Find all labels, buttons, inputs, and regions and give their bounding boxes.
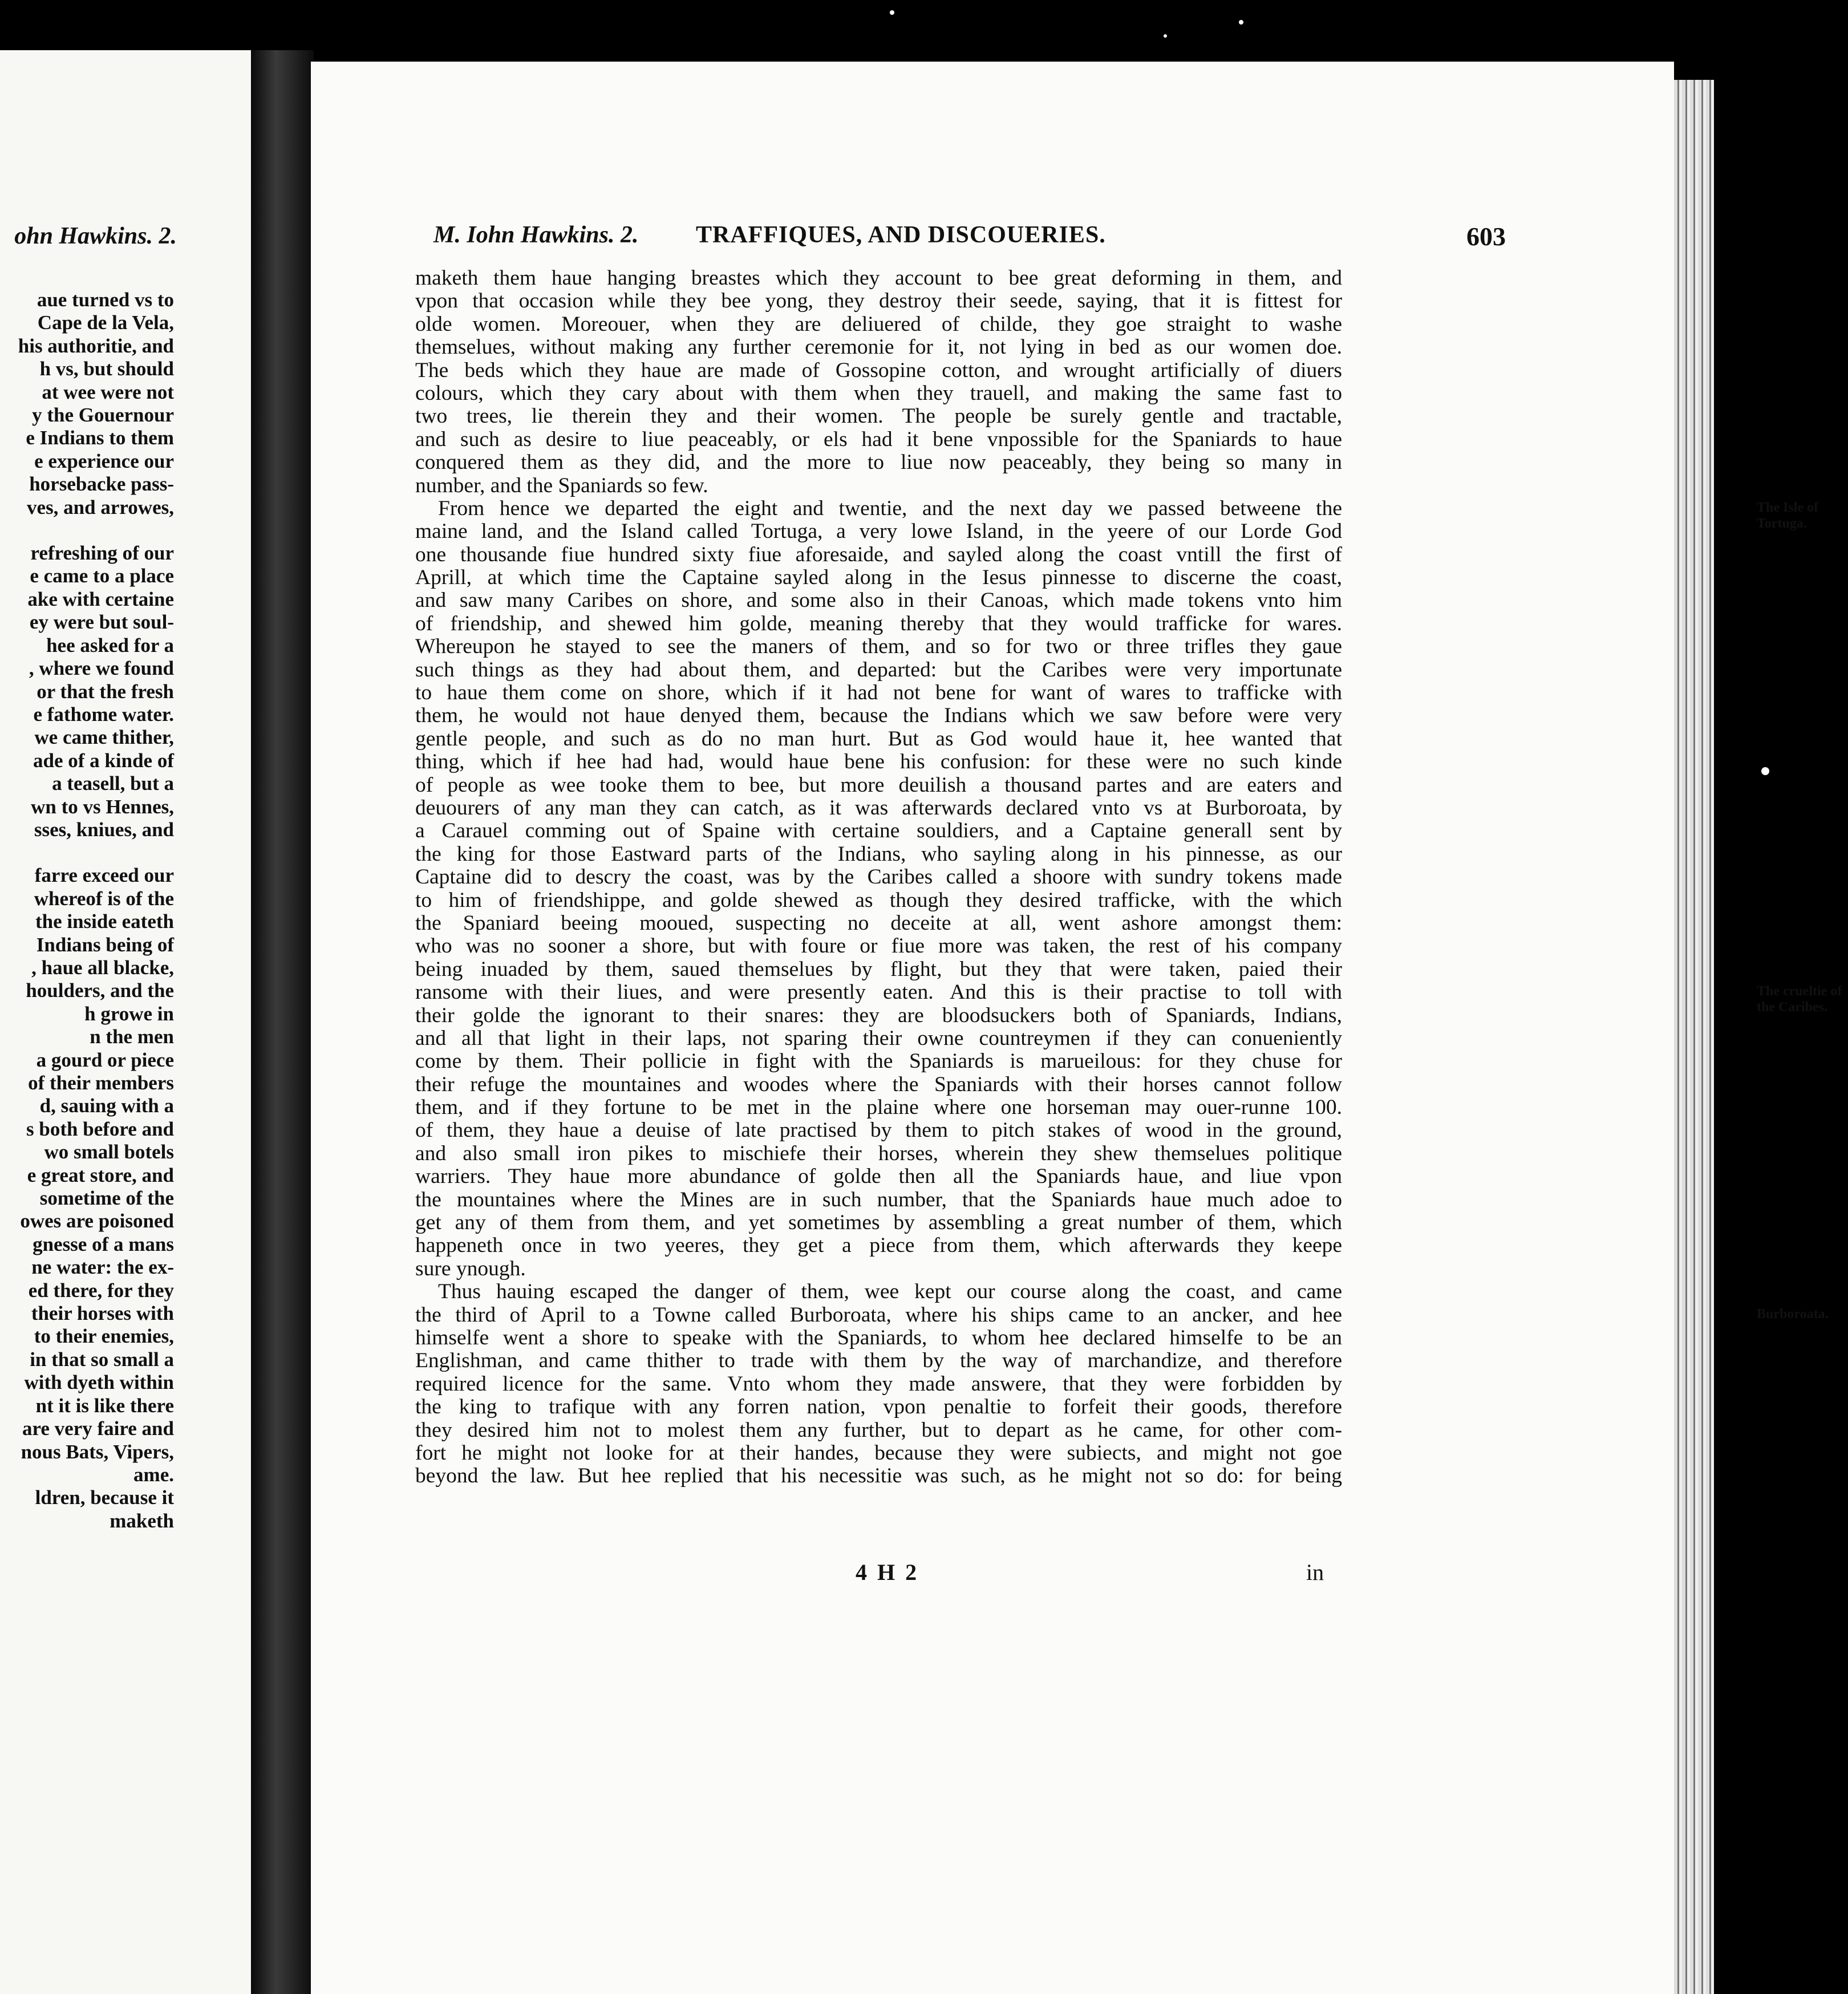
facing-page-line: nous Bats, Vipers, xyxy=(21,1440,174,1463)
scan-speck xyxy=(1239,20,1243,25)
facing-page-line: , haue all blacke, xyxy=(31,956,174,979)
facing-page-line: ves, and arrowes, xyxy=(27,496,174,518)
body-line: maketh them haue hanging breastes which they account to bee great deforming in them, and xyxy=(415,266,1342,290)
facing-page-text xyxy=(0,289,174,1533)
body-line: sure ynough. xyxy=(415,1257,526,1280)
facing-page-line: h vs, but should xyxy=(39,358,174,380)
facing-page-line: e experience our xyxy=(34,449,174,472)
body-line: number, and the Spaniards so few. xyxy=(415,473,708,497)
body-line: who was no sooner a shore, but with foure or fiue more was taken, the rest of his company xyxy=(415,934,1342,958)
scan-speck xyxy=(1761,767,1769,775)
body-line: colours, which they cary about with them when they trauell, and making the same fast to xyxy=(415,381,1342,405)
margin-note xyxy=(1757,983,1842,1015)
scan-speck xyxy=(890,10,894,15)
body-line: Thus hauing escaped the danger of them, wee kept our course along the coast, and came xyxy=(438,1280,1342,1304)
body-line: vpon that occasion while they bee yong, they destroy their seede, saying, that it is fittest for xyxy=(415,289,1342,313)
body-line: to him of friendshippe, and golde shewed as though they desired trafficke, with the which xyxy=(415,888,1342,912)
body-line: their golde the ignorant to their snares: they are bloodsuckers both of Spaniards, Indians, xyxy=(415,1003,1342,1027)
facing-page-line: or that the fresh xyxy=(37,680,174,703)
facing-page-line xyxy=(0,841,174,864)
facing-page-line: y the Gouernour xyxy=(32,404,174,427)
facing-page-line: maketh xyxy=(110,1509,174,1532)
body-line: Captaine did to descry the coast, was by the Caribes called a shoore with sundry tokens made xyxy=(415,865,1342,889)
facing-page-line: s both before and xyxy=(26,1117,174,1140)
body-line: to haue them come on shore, which if it had not bene for want of wares to trafficke with xyxy=(415,681,1342,705)
facing-page-line: ne water: the ex- xyxy=(31,1256,174,1279)
facing-page-line: farre exceed our xyxy=(34,864,174,887)
margin-note xyxy=(1757,500,1818,532)
body-line: maine land, and the Island called Tortuga, a very lowe Island, in the yeere of our Lorde God xyxy=(415,520,1342,544)
facing-page-line: are very faire and xyxy=(22,1417,174,1440)
body-line: them, and if they fortune to be met in the plaine where one horseman may ouer-runne 100. xyxy=(415,1096,1342,1120)
facing-page-line: their horses with xyxy=(31,1302,174,1325)
body-line: fort he might not looke for at their handes, because they were subiects, and might not goe xyxy=(415,1441,1342,1465)
body-line: themselues, without making any further ceremonie for it, not lying in bed as our women doe. xyxy=(415,335,1342,359)
page-edges xyxy=(1674,80,1714,1994)
facing-page-line: to their enemies, xyxy=(34,1325,174,1348)
facing-page-line: whereof is of the xyxy=(34,887,174,910)
running-head-title: TRAFFIQUES, AND DISCOUERIES. xyxy=(696,222,1106,248)
body-line: being inuaded by them, saued themselues by flight, but they that were taken, paied their xyxy=(415,957,1342,981)
catchword: in xyxy=(1306,1559,1324,1585)
margin-note-line: Burboroata. xyxy=(1757,1307,1829,1322)
body-line: a Carauel comming out of Spaine with certaine souldiers, and a Captaine generall sent by xyxy=(415,819,1342,843)
facing-page-line: houlders, and the xyxy=(26,979,174,1002)
facing-page-line: Indians being of xyxy=(36,933,174,956)
body-line: deuourers of any man they can catch, as it was afterwards declared vnto vs at Burboroata, by xyxy=(415,796,1342,820)
facing-page-line: wo small botels xyxy=(44,1141,174,1164)
body-line: himselfe went a shore to speake with the Spaniards, to whom hee declared himselfe to be an xyxy=(415,1326,1342,1349)
scan-speck xyxy=(1164,34,1167,38)
body-text xyxy=(415,266,1842,1488)
body-line: beyond the law. But hee replied that his necessitie was such, as he might not so do: for being xyxy=(415,1464,1342,1488)
body-line: such things as they had about them, and departed: but the Caribes were very importunate xyxy=(415,658,1342,682)
facing-page-line: owes are poisoned xyxy=(20,1210,174,1233)
body-line: come by them. Their pollicie in fight with the Spaniards is marueilous: for they chuse for xyxy=(415,1049,1342,1073)
facing-page-line: the inside eateth xyxy=(35,910,174,933)
body-line: they desired him not to molest them any further, but to depart as he came, for other com- xyxy=(415,1418,1342,1442)
facing-page-line: ade of a kinde of xyxy=(33,749,174,772)
body-line: and all that light in their laps, not sparing their owne countreymen if they can conueniently xyxy=(415,1026,1342,1050)
facing-page xyxy=(0,50,254,1994)
body-line: Aprill, at which time the Captaine sayled along in the Iesus pinnesse to discerne the coast, xyxy=(415,566,1342,590)
facing-page-line: we came thither, xyxy=(34,726,174,749)
running-head xyxy=(433,221,1506,256)
facing-page-line: aue turned vs to xyxy=(37,289,174,311)
margin-note-line: the Caribes. xyxy=(1757,1000,1827,1015)
page-number: 603 xyxy=(1466,222,1506,251)
facing-page-line: n the men xyxy=(90,1026,174,1048)
body-line: the Spaniard beeing mooued, suspecting no deceite at all, went ashore amongst them: xyxy=(415,911,1342,935)
margin-note xyxy=(1757,1306,1829,1322)
running-head-author: M. Iohn Hawkins. 2. xyxy=(433,222,639,248)
body-line: conquered them as they did, and the more to liue now peaceably, they being so many in xyxy=(415,451,1342,475)
body-line: the third of April to a Towne called Burboroata, where his ships came to an ancker, and hee xyxy=(415,1303,1342,1327)
facing-page-line: his authoritie, and xyxy=(18,334,174,357)
body-line: of people as wee tooke them to bee, but more deuilish a thousand partes and are eaters and xyxy=(415,773,1342,797)
facing-page-line: of their members xyxy=(28,1072,174,1094)
facing-page-line: , where we found xyxy=(29,657,174,680)
body-line: warriers. They haue more abundance of golde then all the Spaniards haue, and liue vpon xyxy=(415,1165,1342,1189)
body-line: the king for those Eastward parts of the Indians, who sayling along in his pinnesse, as our xyxy=(415,842,1342,866)
facing-page-line: sses, kniues, and xyxy=(34,818,174,841)
facing-page-line: horsebacke pass- xyxy=(29,473,174,496)
body-line: of friendship, and shewed him golde, meaning thereby that they would trafficke for wares. xyxy=(415,611,1342,635)
body-line: olde women. Moreouer, when they are deliuered of childe, they goe straight to washe xyxy=(415,312,1342,336)
facing-running-head: ohn Hawkins. 2. xyxy=(14,223,177,249)
facing-page-line: in that so small a xyxy=(30,1348,174,1371)
facing-page-line: d, sauing with a xyxy=(39,1095,174,1117)
body-line: Englishman, and came thither to trade with them by the way of marchandize, and therefore xyxy=(415,1349,1342,1373)
signature-mark: 4 H 2 xyxy=(856,1559,919,1585)
margin-note-line: Tortuga. xyxy=(1757,516,1807,531)
body-line: happeneth once in two yeeres, they get a piece from them, which afterwards they keepe xyxy=(415,1234,1342,1258)
body-line: and such as desire to liue peaceably, or els had it bene vnpossible for the Spaniards to haue xyxy=(415,427,1342,451)
body-line: of them, they haue a deuise of late practised by them to pitch stakes of wood in the ground, xyxy=(415,1118,1342,1142)
facing-page-line: nt it is like there xyxy=(35,1394,174,1417)
facing-page-line: at wee were not xyxy=(42,380,174,403)
facing-page-line: a gourd or piece xyxy=(36,1048,174,1071)
facing-page-line: e fathome water. xyxy=(33,703,174,726)
body-line: the mountaines where the Mines are in such number, that the Spaniards haue much adoe to xyxy=(415,1188,1342,1211)
scan-border xyxy=(1714,80,1775,1994)
facing-page-line: with dyeth within xyxy=(24,1371,174,1394)
facing-page-line: hee asked for a xyxy=(46,634,174,656)
margin-note-line: The crueltie of xyxy=(1757,984,1842,999)
facing-page-line: ldren, because it xyxy=(35,1486,174,1509)
body-line: and saw many Caribes on shore, and some also in their Canoas, which made tokens vnto him xyxy=(415,589,1342,613)
facing-page-line: e came to a place xyxy=(30,565,174,587)
body-line: two trees, lie therein they and their women. The people be surely gentle and tractable, xyxy=(415,404,1342,428)
body-line: The beds which they haue are made of Gossopine cotton, and wrought artificially of diuers xyxy=(415,358,1342,382)
body-line: Whereupon he stayed to see the maners of them, and so for two or three trifles they gaue xyxy=(415,635,1342,659)
facing-page-line: ame. xyxy=(133,1463,174,1486)
facing-page-line: e great store, and xyxy=(27,1164,174,1186)
facing-page-line: gnesse of a mans xyxy=(33,1233,174,1255)
body-line: get any of them from them, and yet sometimes by assembling a great number of them, which xyxy=(415,1211,1342,1235)
body-line: thing, which if hee had had, would haue bene his confusion: for these were no such kinde xyxy=(415,750,1342,774)
facing-page-line: h growe in xyxy=(84,1002,174,1025)
body-line: From hence we departed the eight and twentie, and the next day we passed betweene the xyxy=(438,496,1342,520)
facing-page-line: refreshing of our xyxy=(30,542,174,565)
facing-page-line: ake with certaine xyxy=(27,587,174,610)
facing-page-line: sometime of the xyxy=(39,1187,174,1210)
facing-page-line xyxy=(0,519,174,542)
body-line: their refuge the mountaines and woodes where the Spaniards with their horses cannot follow xyxy=(415,1072,1342,1096)
body-line: them, he would not haue denyed them, because the Indians which we saw before were very xyxy=(415,704,1342,728)
facing-page-line: Cape de la Vela, xyxy=(37,311,174,334)
body-line: and also small iron pikes to mischiefe their horses, wherein they shew themselues politique xyxy=(415,1141,1342,1165)
book-gutter xyxy=(251,50,314,1994)
body-line: required licence for the same. Vnto whom they made answere, that they were forbidden by xyxy=(415,1372,1342,1396)
margin-note-line: The Isle of xyxy=(1757,500,1818,515)
body-line: ransome with their liues, and were presently eaten. And this is their practise to toll with xyxy=(415,980,1342,1004)
facing-page-line: ed there, for they xyxy=(28,1279,174,1302)
facing-page-line: a teasell, but a xyxy=(52,772,174,795)
facing-page-line: wn to vs Hennes, xyxy=(31,795,174,818)
body-line: one thousande fiue hundred sixty fiue aforesaide, and sayled along the coast vntill the first of xyxy=(415,542,1342,566)
facing-page-line: e Indians to them xyxy=(26,427,174,449)
body-line: the king to trafique with any forren nation, vpon penaltie to forfeit their goods, therefore xyxy=(415,1395,1342,1419)
facing-page-line: ey were but soul- xyxy=(29,611,174,634)
body-line: gentle people, and such as do no man hurt. But as God would haue it, hee wanted that xyxy=(415,727,1342,751)
